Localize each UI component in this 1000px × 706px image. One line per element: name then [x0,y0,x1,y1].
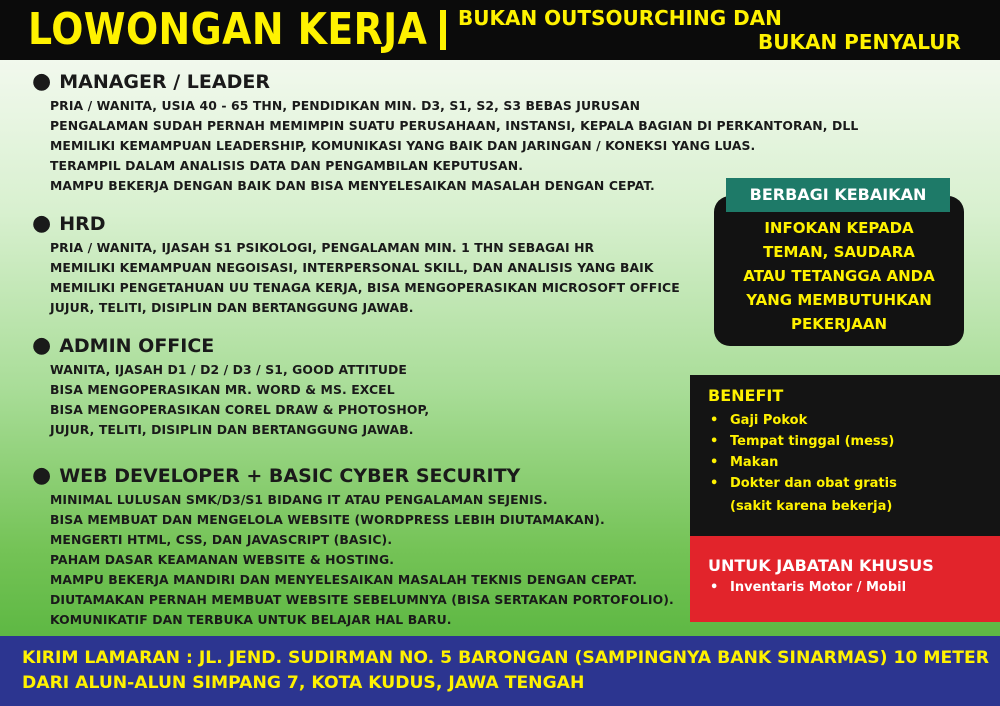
job-requirements [32,238,722,318]
benefit-list [710,410,897,494]
requirement-line: KOMUNIKATIF DAN TERBUKA UNTUK BELAJAR HAL BARU. [50,612,452,627]
requirement-line: MINIMAL LULUSAN SMK/D3/S1 BIDANG IT ATAU PENGALAMAN SEJENIS. [50,492,548,507]
bullet-icon: • [710,476,719,491]
requirement-line: MAMPU BEKERJA DENGAN BAIK DAN BISA MENYELESAIKAN MASALAH DENGAN CEPAT. [50,178,655,193]
bullet-icon: • [710,455,719,470]
benefit-note: (sakit karena bekerja) [730,499,893,514]
benefit-title: BENEFIT [708,386,784,405]
bullet-icon: • [710,413,719,428]
job-requirements [32,360,722,440]
requirement-line: MENGERTI HTML, CSS, DAN JAVASCRIPT (BASIC). [50,532,393,547]
requirement-line: JUJUR, TELITI, DISIPLIN DAN BERTANGGUNG JAWAB. [50,300,414,315]
requirement-line: PRIA / WANITA, IJASAH S1 PSIKOLOGI, PENGALAMAN MIN. 1 THN SEBAGAI HR [50,240,595,255]
header-subtitle-line2: BUKAN PENYALUR [758,30,961,54]
footer-line1: KIRIM LAMARAN : JL. JEND. SUDIRMAN NO. 5 BARONGAN (SAMPINGNYA BANK SINARMAS) 10 METER [22,648,989,668]
job-title-text: MANAGER / LEADER [59,71,270,93]
header-subtitle [458,6,978,54]
benefit-item-label: Dokter dan obat gratis [730,476,897,491]
page-title: LOWONGAN KERJA [28,4,428,55]
job-title [32,334,722,358]
job-title [32,70,722,94]
requirement-line: JUJUR, TELITI, DISIPLIN DAN BERTANGGUNG JAWAB. [50,422,414,437]
khusus-item-label: Inventaris Motor / Mobil [730,580,907,595]
kebaikan-line: YANG MEMBUTUHKAN [746,291,932,309]
requirement-line: BISA MENGOPERASIKAN MR. WORD & MS. EXCEL [50,382,395,397]
khusus-title: UNTUK JABATAN KHUSUS [708,556,934,575]
requirement-line: DIUTAMAKAN PERNAH MEMBUAT WEBSITE SEBELUMNYA (BISA SERTAKAN PORTOFOLIO). [50,592,674,607]
header-divider [440,10,446,50]
job-section-web-developer [32,464,722,630]
benefit-item-label: Gaji Pokok [730,413,808,428]
kebaikan-line: ATAU TETANGGA ANDA [743,267,935,285]
job-title [32,464,722,488]
job-title-text: ADMIN OFFICE [59,335,215,357]
requirement-line: MEMILIKI KEMAMPUAN LEADERSHIP, KOMUNIKASI YANG BAIK DAN JARINGAN / KONEKSI YANG LUAS. [50,138,756,153]
job-section-manager [32,69,859,196]
requirement-line: WANITA, IJASAH D1 / D2 / D3 / S1, GOOD ATTITUDE [50,362,407,377]
benefit-item-label: Makan [730,455,779,470]
kebaikan-title: BERBAGI KEBAIKAN [749,185,927,204]
job-section-hrd [32,212,722,318]
kebaikan-line: TEMAN, SAUDARA [763,243,915,261]
requirement-line: MAMPU BEKERJA MANDIRI DAN MENYELESAIKAN MASALAH TEKNIS DENGAN CEPAT. [50,572,638,587]
job-title-text: WEB DEVELOPER + BASIC CYBER SECURITY [59,465,521,487]
requirement-line: BISA MENGOPERASIKAN COREL DRAW & PHOTOSHOP, [50,402,430,417]
requirement-line: MEMILIKI PENGETAHUAN UU TENAGA KERJA, BISA MENGOPERASIKAN MICROSOFT OFFICE [50,280,680,295]
footer-address [22,646,992,696]
job-title [32,212,722,236]
requirement-line: TERAMPIL DALAM ANALISIS DATA DAN PENGAMBILAN KEPUTUSAN. [50,158,524,173]
bullet-icon: • [710,434,719,449]
header-subtitle-line1: BUKAN OUTSOURCHING DAN [458,6,782,30]
benefit-item [710,431,897,452]
job-section-admin-office [32,334,722,440]
job-title-text: HRD [59,213,106,235]
requirement-line: PAHAM DASAR KEAMANAN WEBSITE & HOSTING. [50,552,395,567]
kebaikan-line: INFOKAN KEPADA [764,219,914,237]
benefit-item [710,473,897,494]
job-requirements [32,96,859,196]
requirement-line: PRIA / WANITA, USIA 40 - 65 THN, PENDIDIKAN MIN. D3, S1, S2, S3 BEBAS JURUSAN [50,98,641,113]
requirement-line: BISA MEMBUAT DAN MENGELOLA WEBSITE (WORDPRESS LEBIH DIUTAMAKAN). [50,512,605,527]
kebaikan-line: PEKERJAAN [790,315,887,333]
khusus-item [710,580,906,595]
kebaikan-message [714,216,964,336]
benefit-item [710,452,897,473]
bullet-icon: ● [32,333,52,358]
khusus-box [690,536,1000,622]
job-requirements [32,490,722,630]
benefit-item-label: Tempat tinggal (mess) [730,434,895,449]
requirement-line: MEMILIKI KEMAMPUAN NEGOISASI, INTERPERSONAL SKILL, DAN ANALISIS YANG BAIK [50,260,654,275]
footer-line2: DARI ALUN-ALUN SIMPANG 7, KOTA KUDUS, JAWA TENGAH [22,673,585,693]
bullet-icon: ● [32,69,52,94]
bullet-icon: ● [32,211,52,236]
requirement-line: PENGALAMAN SUDAH PERNAH MEMIMPIN SUATU PERUSAHAAN, INSTANSI, KEPALA BAGIAN DI PERKANTORAN, DLL [50,118,859,133]
benefit-item [710,410,897,431]
bullet-icon: • [710,580,719,595]
bullet-icon: ● [32,463,52,488]
